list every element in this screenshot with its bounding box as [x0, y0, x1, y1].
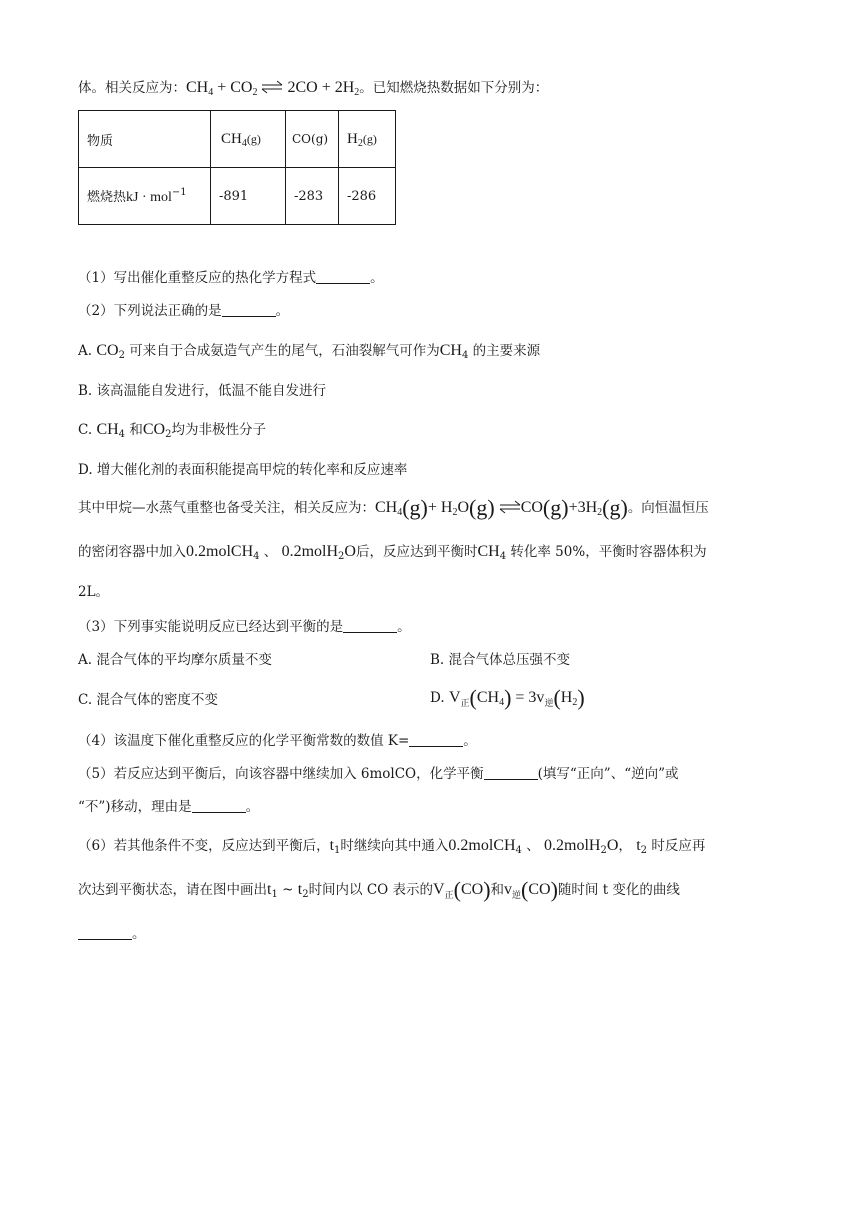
question-1: （1）写出催化重整反应的热化学方程式 。: [78, 270, 384, 286]
table-row: [79, 168, 396, 225]
steam-line-2: 的密闭容器中加入0.2molCH$_4$ 、 0.2molH$_2$O后，反应达到平衡时$CH_4$ 转化率 50%，平衡时容器体积为: [78, 543, 707, 562]
table-cell-h2: -286: [339, 168, 396, 225]
table-header-h2: $H_2(g)$: [339, 111, 396, 168]
question-2: （2）下列说法正确的是 。: [78, 303, 290, 319]
rate-equation: $V_正(CH_4) = 3v_逆(H_2)$: [448, 685, 585, 710]
answer-blank[interactable]: [343, 618, 397, 633]
reaction-equation: $CH_4 + CO_2$ $2CO + 2H_2$: [186, 79, 360, 98]
answer-blank[interactable]: [222, 302, 276, 317]
intro-text: 体。相关反应为：: [78, 80, 186, 96]
option-3d: D. $V_正(CH_4) = 3v_逆(H_2)$: [430, 685, 585, 710]
table-row: [79, 111, 396, 168]
option-2b: B. 该高温能自发进行，低温不能自发进行: [78, 383, 327, 399]
answer-blank[interactable]: [484, 765, 538, 780]
question-5: （5）若反应达到平衡后，向该容器中继续加入 6molCO，化学平衡 (填写“正向”、“逆向”或: [78, 766, 679, 782]
table-header-co: CO(g): [286, 111, 339, 168]
answer-blank[interactable]: [409, 732, 463, 747]
option-3c: C. 混合气体的密度不变: [78, 692, 218, 708]
steam-equation: $CH_4(g)+ H_2O(g)$ $CO(g)+3H_2(g)$: [375, 495, 628, 520]
question-3: （3）下列事实能说明反应已经达到平衡的是 。: [78, 619, 411, 635]
steam-line-3: 2L。: [78, 584, 110, 600]
table-cell-ch4: -891: [211, 168, 286, 225]
question-6: （6）若其他条件不变，反应达到平衡后，$t_1$时继续向其中通入0.2molCH$_4$ 、 0.2molH$_2$O， $t_2$ 时反应再: [78, 837, 706, 856]
option-3a: A. 混合气体的平均摩尔质量不变: [78, 652, 272, 668]
answer-blank[interactable]: [316, 269, 370, 284]
steam-line-1: 其中甲烷—水蒸气重整也备受关注，相关反应为：$CH_4(g)+ H_2O(g)$ $CO(g)+3H_2(g)$。向恒温恒压: [78, 495, 709, 520]
table-cell-co: -283: [286, 168, 339, 225]
question-6-line-2: 次达到平衡状态，请在图中画出$t_1$ ~ $t_2$时间内以 CO 表示的$V_正(CO)$和$v_逆(CO)$随时间 t 变化的曲线: [78, 877, 680, 902]
table-row-label: 燃烧热kJ · mol$^{-1}$: [79, 168, 211, 225]
equilibrium-arrow-icon: [499, 500, 521, 514]
question-5-line-2: “不”)移动，理由是 。: [78, 799, 260, 815]
table-header-substance: 物质: [79, 111, 211, 168]
answer-blank[interactable]: [78, 925, 132, 940]
table-header-ch4: $CH_4(g)$: [211, 111, 286, 168]
intro-text-2: 。已知燃烧热数据如下分别为：: [359, 80, 549, 96]
equilibrium-arrow-icon: [261, 80, 283, 94]
intro-line: [78, 78, 548, 98]
option-2a: A. $CO_2$ 可来自于合成氨造气产生的尾气，石油裂解气可作为$CH_4$ 的主要来源: [78, 342, 541, 361]
question-6-line-3: 。: [78, 924, 146, 944]
question-4: （4）该温度下催化重整反应的化学平衡常数的数值 K= 。: [78, 733, 477, 749]
option-2d: D. 增大催化剂的表面积能提高甲烷的转化率和反应速率: [78, 462, 408, 478]
answer-blank[interactable]: [192, 798, 246, 813]
option-3b: B. 混合气体总压强不变: [430, 652, 571, 668]
option-2c: C. $CH_4$ 和$CO_2$均为非极性分子: [78, 421, 266, 440]
combustion-heat-table: [78, 110, 396, 225]
